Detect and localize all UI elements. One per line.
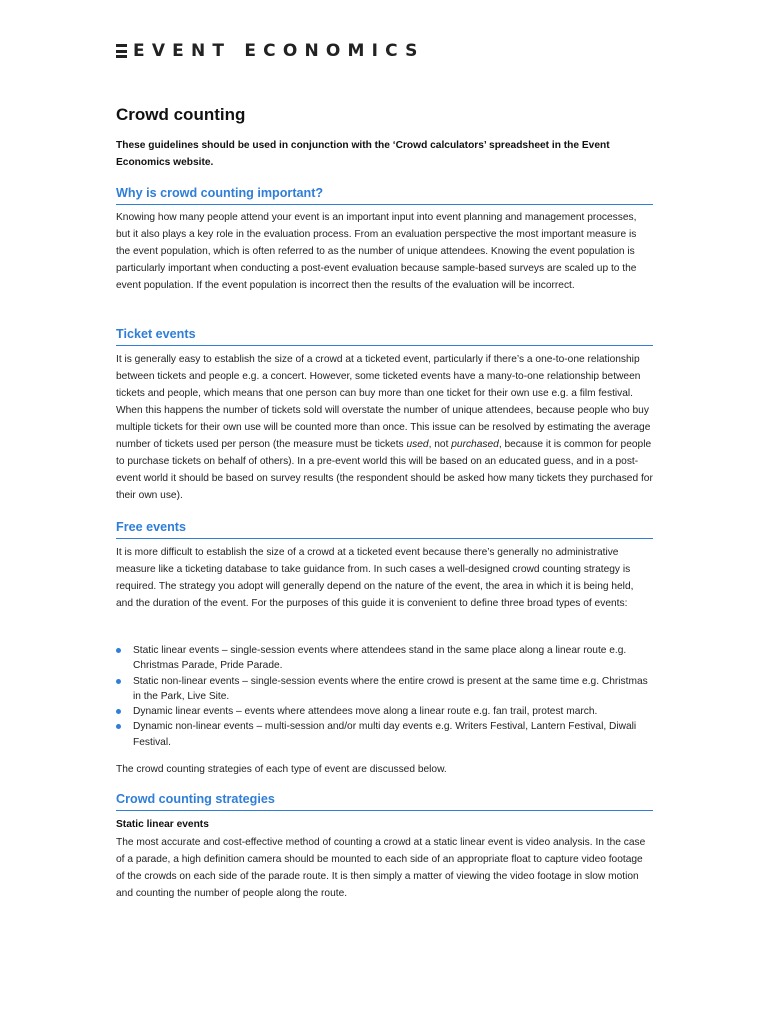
bullet-icon [116,709,121,714]
heading-why-crowd-counting: Why is crowd counting important? [116,185,653,205]
heading-ticket-events: Ticket events [116,326,653,346]
list-item: Static non-linear events – single-session events where the entire crowd is present at the same time e.g. Christmas in the Park, Live Site. [116,674,653,705]
logo-text: EVENT ECONOMICS [133,41,425,61]
event-economics-logo [116,40,425,62]
bullet-icon [116,648,121,653]
ticket-paragraph: It is generally easy to establish the size of a crowd at a ticketed event, particularly if there’s a one-to-one relationship between tickets and people e.g. a concert. However, some ticketed events have a many-to-one relationship between tickets and people, which means that one person can buy more than one ticket for their own use e.g. a film festival. When this happens the number of tickets sold will overstate the number of unique attendees, because people who buy multiple tickets for their own use will be counted more than once. This issue can be resolved by estimating the average number of tickets used per person (the measure must be tickets used, not purchased, because it is common for people to purchase tickets on behalf of others). In a pre-event world this will be based on an educated guess, and in a post-event world it should be based on survey results (the respondent should be asked how many tickets they purchased for their own use). [116,354,653,501]
list-item: Dynamic linear events – events where attendees move along a linear route e.g. fan trail, protest march. [116,704,653,719]
strategies-paragraph: The most accurate and cost-effective method of counting a crowd at a static linear event is video analysis. In the case of a parade, a high definition camera should be mounted to each side of an appropriate float to capture video footage of the crowds on each side of the parade route. It is then simply a matter of viewing the video footage in slow motion and counting the number of people along the route. [116,837,646,899]
page-title: Crowd counting [116,105,246,124]
logo-mark-icon [116,44,127,58]
emphasis-used: used [406,439,429,450]
intro-paragraph: These guidelines should be used in conjunction with the ‘Crowd calculators’ spreadsheet in the Event Economics website. [116,140,610,168]
heading-free-events: Free events [116,519,653,539]
list-item: Static linear events – single-session events where attendees stand in the same place along a linear route e.g. Christmas Parade, Pride Parade. [116,643,653,674]
list-item: Dynamic non-linear events – multi-session and/or multi day events e.g. Writers Festival, Lantern Festival, Diwali Festival. [116,719,653,750]
subheading-static-linear-events: Static linear events [116,819,209,830]
free-closing-paragraph: The crowd counting strategies of each type of event are discussed below. [116,764,447,775]
bullet-icon [116,724,121,729]
emphasis-purchased: purchased [451,439,499,450]
heading-crowd-counting-strategies: Crowd counting strategies [116,791,653,811]
event-types-list [116,643,653,750]
bullet-icon [116,679,121,684]
why-paragraph: Knowing how many people attend your event is an important input into event planning and management processes, but it also plays a key role in the evaluation process. From an evaluation perspective the most important measure is the event population, which is often referred to as the number of unique attendees. Knowing the event population is particularly important when conducting a post-event evaluation because sample-based surveys are scaled up to the event population. If the event population is incorrect then the results of the evaluation will be incorrect. [116,212,637,291]
free-paragraph: It is more difficult to establish the size of a crowd at a ticketed event because there’s generally no administrative measure like a ticketing database to take guidance from. In such cases a well-designed crowd counting strategy is required. The strategy you adopt will generally depend on the nature of the event, the area in which it is being held, and the duration of the event. For the purposes of this guide it is convenient to define three broad types of events: [116,547,634,609]
